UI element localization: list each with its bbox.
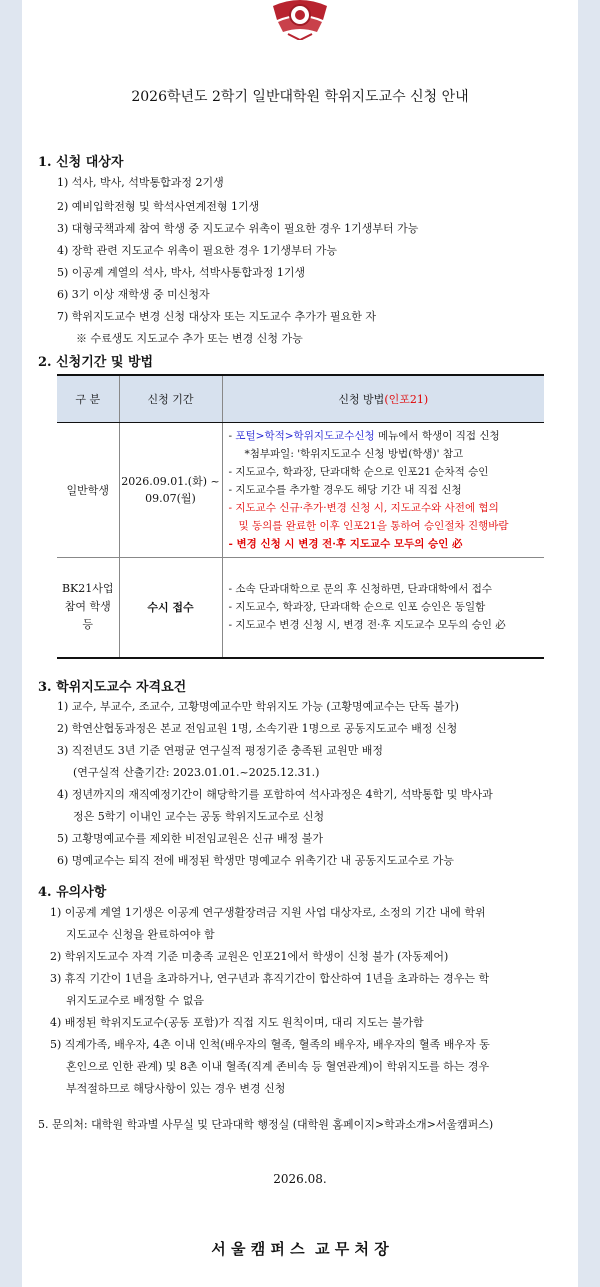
row2-category-line: 참여 학생 <box>64 600 111 614</box>
row1-method-text: 메뉴에서 학생이 직접 신청 <box>374 430 500 442</box>
bullet-dash: - <box>228 430 236 442</box>
row1-method <box>222 423 544 558</box>
row2-method-line: - 지도교수 변경 신청 시, 변경 전·후 지도교수 모두의 승인 必 <box>228 619 506 632</box>
table-header-row <box>57 375 544 423</box>
document-title: 2026학년도 2학기 일반대학원 학위지도교수 신청 안내 <box>131 89 469 105</box>
row1-period <box>119 423 222 558</box>
row2-category-line: 등 <box>82 618 94 632</box>
section4-line: 4) 배정된 학위지도교수(공동 포함)가 직접 지도 원칙이며, 대리 지도는 불가함 <box>50 1016 424 1029</box>
section1-item: 6) 3기 이상 재학생 중 미신청자 <box>57 288 210 301</box>
section1-item: 4) 장학 관련 지도교수 위촉이 필요한 경우 1기생부터 가능 <box>57 244 338 257</box>
section3-line: 5) 고황명예교수를 제외한 비전임교원은 신규 배정 불가 <box>57 832 324 845</box>
section3-line: 3) 직전년도 3년 기준 연평균 연구실적 평정기준 충족된 교원만 배정 <box>57 744 384 757</box>
row1-method-warning: - 지도교수 신규·추가·변경 신청 시, 지도교수와 사전에 협의 <box>228 502 499 514</box>
section4-line: 3) 휴직 기간이 1년을 초과하거나, 연구년과 휴직기간이 합산하여 1년을 초과하는 경우는 학 <box>50 972 490 985</box>
document-date: 2026.08. <box>273 1172 327 1186</box>
section1-note: ※ 수료생도 지도교수 추가 또는 변경 신청 가능 <box>76 332 303 345</box>
row2-method-line: - 지도교수, 학과장, 단과대학 순으로 인포 승인은 동일함 <box>228 601 486 614</box>
method-header-accent: (인포21) <box>384 393 429 406</box>
row1-category: 일반학생 <box>57 423 119 558</box>
row1-method-line: - 지도교수를 추가할 경우도 해당 기간 내 직접 신청 <box>228 484 462 496</box>
row1-period-start: 2026.09.01.(화) ~ <box>121 475 220 488</box>
row2-period: 수시 접수 <box>119 558 222 658</box>
table-row <box>57 423 544 558</box>
portal-menu-path: 포털>학적>학위지도교수신청 <box>235 430 375 442</box>
section3-line: 2) 학연산협동과정은 본교 전임교원 1명, 소속기관 1명으로 공동지도교수 배정 신청 <box>57 722 458 735</box>
section4-line: 2) 학위지도교수 자격 기준 미충족 교원은 인포21에서 학생이 신청 불가 (자동제어) <box>50 950 449 963</box>
section1-item: 2) 예비입학전형 및 학석사연계전형 1기생 <box>57 200 260 213</box>
table-row <box>57 558 544 658</box>
row1-period-end: 09.07(월) <box>145 492 196 505</box>
section4-heading: 4. 유의사항 <box>38 885 107 900</box>
section1-item: 1) 석사, 박사, 석박통합과정 2기생 <box>57 176 224 189</box>
method-header-label: 신청 방법 <box>338 393 385 406</box>
row1-method-warning: - 변경 신청 시 변경 전·후 지도교수 모두의 승인 必 <box>228 538 463 550</box>
table-header-method <box>222 375 544 423</box>
row1-method-line: - 지도교수, 학과장, 단과대학 순으로 인포21 순차적 승인 <box>228 466 489 478</box>
section4-line: 혼인으로 인한 관계) 및 8촌 이내 혈족(직계 존비속 등 혈연관계)이 학위지도를 하는 경우 <box>66 1060 490 1073</box>
row1-method-line <box>229 427 543 445</box>
row2-category-line: BK21사업 <box>61 582 114 596</box>
issuer-signature: 서 울 캠 퍼 스 교 무 처 장 <box>211 1240 389 1258</box>
section3-line: 6) 명예교수는 퇴직 전에 배정된 학생만 명예교수 위촉기간 내 공동지도교수로 가능 <box>57 854 454 867</box>
university-emblem-icon <box>270 0 330 40</box>
section1-item: 5) 이공계 계열의 석사, 박사, 석박사통합과정 1기생 <box>57 266 306 279</box>
table-header-category: 구 분 <box>57 375 119 423</box>
section1-heading: 1. 신청 대상자 <box>38 155 124 170</box>
section3-line: 정은 5학기 이내인 교수는 공동 학위지도교수로 신청 <box>73 810 325 823</box>
row1-method-line: *첨부파일: '학위지도교수 신청 방법(학생)' 참고 <box>244 448 464 460</box>
section4-line: 1) 이공계 계열 1기생은 이공계 연구생활장려금 지원 사업 대상자로, 소정의 기간 내에 학위 <box>50 906 486 919</box>
section3-heading: 3. 학위지도교수 자격요건 <box>38 680 187 695</box>
application-table <box>57 374 544 659</box>
section3-line: 1) 교수, 부교수, 조교수, 고황명예교수만 학위지도 가능 (고황명예교수는 단독 불가) <box>57 700 459 713</box>
row2-category <box>57 558 119 658</box>
section1-item: 7) 학위지도교수 변경 신청 대상자 또는 지도교수 추가가 필요한 자 <box>57 310 377 323</box>
row2-method-line: - 소속 단과대학으로 문의 후 신청하면, 단과대학에서 접수 <box>228 583 493 596</box>
section4-line: 위지도교수로 배정할 수 없음 <box>66 994 205 1007</box>
section4-line: 5) 직계가족, 배우자, 4촌 이내 인척(배우자의 혈족, 혈족의 배우자, 배우자의 혈족 배우자 동 <box>50 1038 490 1051</box>
contact-info: 5. 문의처: 대학원 학과별 사무실 및 단과대학 행정실 (대학원 홈페이지>학과소개>서울캠퍼스) <box>38 1118 494 1131</box>
section4-line: 부적절하므로 해당사항이 있는 경우 변경 신청 <box>66 1082 286 1095</box>
section2-heading: 2. 신청기간 및 방법 <box>38 355 154 370</box>
table-header-period: 신청 기간 <box>119 375 222 423</box>
section4-line: 지도교수 신청을 완료하여야 함 <box>66 928 215 941</box>
section3-line: (연구실적 산출기간: 2023.01.01.~2025.12.31.) <box>73 766 320 779</box>
section3-line: 4) 정년까지의 재직예정기간이 해당학기를 포함하여 석사과정은 4학기, 석박통합 및 박사과 <box>57 788 493 801</box>
row2-method <box>222 558 544 658</box>
row1-method-warning: 및 동의를 완료한 이후 인포21을 통하여 승인절차 진행바람 <box>238 520 509 532</box>
section1-item: 3) 대형국책과제 참여 학생 중 지도교수 위촉이 필요한 경우 1기생부터 가능 <box>57 222 419 235</box>
